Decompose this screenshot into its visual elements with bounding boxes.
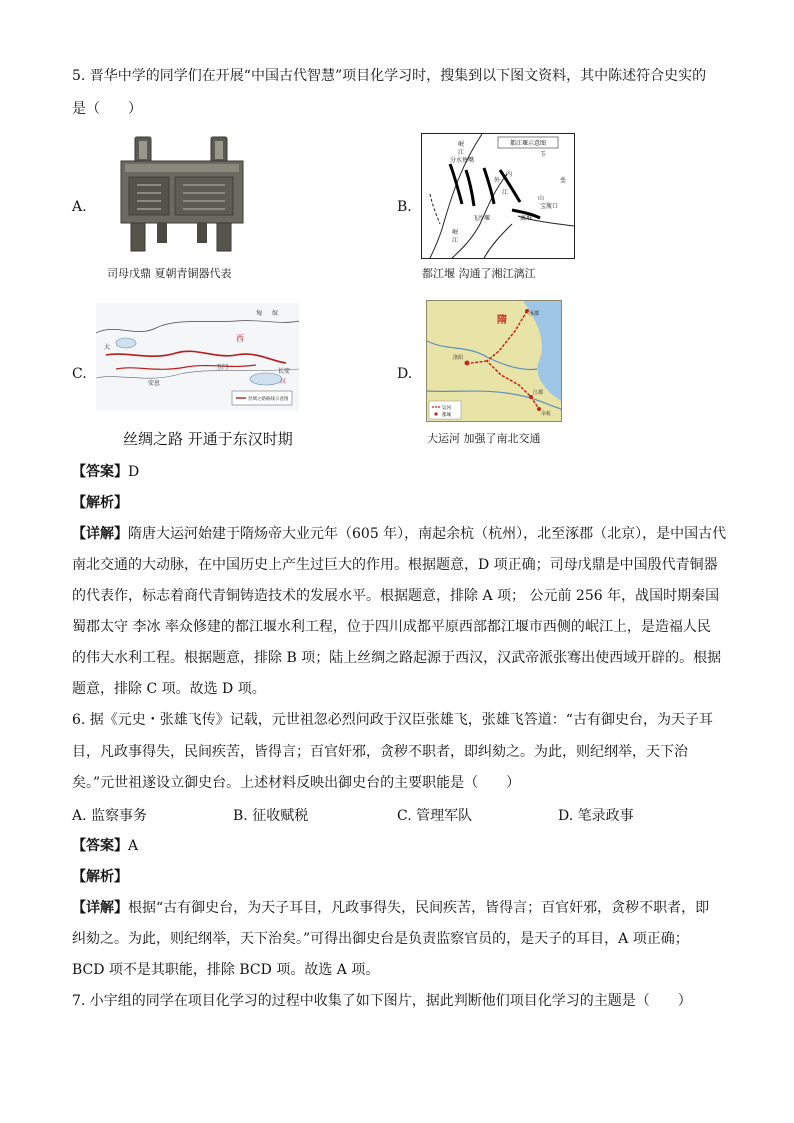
q5-detail-line-3: 的代表作，标志着商代青铜铸造技术的发展水平。根据题意，排除 A 项； 公元前 256 年，战国时期秦国 [72, 588, 720, 604]
q5-option-d-caption: 大运河 加强了南北交通 [427, 432, 541, 445]
q5-stem-line-2: 是（ ） [72, 101, 142, 117]
q6-detail-line-1 [72, 898, 709, 918]
map-label-lidui: 离堆 [520, 215, 533, 222]
canal-label-yuhang: 余杭 [541, 411, 552, 417]
silk-legend-text: 丝绸之路路线示意图 [248, 397, 289, 402]
q5-answer-label: 【答案】 [72, 464, 128, 480]
ding-image [113, 133, 251, 255]
canal-legend-capital: 都城 [442, 413, 451, 418]
q5-option-c-letter: C. [72, 366, 87, 382]
q6-detail-text-1: 根据“古有御史台，为天子耳目，凡政事得失，民间疾苦，皆得言；百官奸邪，贪秽不职者，即 [128, 900, 710, 916]
silk-label-han: 汉 [280, 378, 287, 385]
q5-option-b-caption: 都江堰 沟通了湘江漓江 [422, 267, 536, 280]
silk-road-map [96, 303, 299, 411]
q5-option-a-caption: 司母戊鼎 夏朝青铜器代表 [107, 267, 232, 280]
dujiangyan-map-drawing [422, 134, 574, 258]
map-label-shan: 山 [538, 195, 545, 202]
silk-label-da: 大 [104, 344, 111, 351]
q6-detail-line-2: 纠劾之。为此，则纪纲举，天下治矣。”可得出御史台是负责监察官员的，是天子的耳目，A 项正确； [72, 931, 689, 947]
q6-stem-line-3: 矣。”元世祖遂设立御史台。上述材料反映出御史台的主要职能是（ ） [72, 775, 521, 791]
map-label-lei: 垒 [560, 177, 567, 184]
silk-label-xiong: 匈 [256, 310, 263, 317]
map-label-feisha: 飞沙堰 [472, 215, 491, 222]
q5-option-c-caption: 丝绸之路 开通于东汉时期 [123, 430, 293, 448]
q5-option-b-letter: B. [397, 199, 412, 215]
q5-answer [72, 462, 139, 482]
map-label-jiang-2: 江 [502, 189, 509, 196]
canal-label-zhuojun: 涿郡 [529, 311, 540, 317]
map-label-yu: 玉 [540, 151, 547, 158]
q6-stem-line-2: 目，凡政事得失，民间疾苦，皆得言；百官奸邪，贪秽不职者，即纠劾之。为此，则纪纲举，天下治 [72, 744, 688, 760]
map-label-min-2: 岷 [452, 229, 459, 236]
q5-detail-line-5: 的伟大水利工程。根据题意，排除 B 项；陆上丝绸之路起源于西汉，汉武帝派张骞出使西域开辟的。根据 [72, 650, 722, 666]
dujiangyan-map [421, 133, 575, 259]
ding-illustration [113, 133, 251, 255]
silk-label-xi: 西 [236, 334, 244, 343]
map-label-baoping: 宝瓶口 [540, 203, 559, 210]
q5-answer-value: D [128, 464, 140, 480]
map-label-fenshui: 分水鱼嘴 [450, 157, 475, 164]
q5-stem-line-1: 5. 晋华中学的同学们在开展“中国古代智慧”项目化学习时，搜集到以下图文资料，其中陈述符合史实的 [72, 68, 707, 84]
silk-label-yumen: 玉门 [216, 364, 229, 371]
silk-label-changan: 长安 [278, 368, 291, 375]
map-label-min-1: 岷 [458, 141, 465, 148]
grand-canal-map-drawing [427, 301, 561, 421]
q5-detail-line-1 [72, 524, 726, 544]
canal-legend-canal: 运河 [442, 406, 451, 411]
q6-detail-label: 【详解】 [72, 900, 128, 916]
q5-option-d-letter: D. [397, 366, 413, 382]
q7-stem: 7. 小宇组的同学在项目化学习的过程中收集了如下图片，据此判断他们项目化学习的主题是（ ） [72, 993, 692, 1009]
q6-choice-b: B. 征收赋税 [233, 808, 309, 824]
canal-label-luoyang: 洛阳 [453, 355, 464, 361]
silk-label-nu: 奴 [272, 310, 279, 317]
q6-stem-line-1: 6. 据《元史・张雄飞传》记载，元世祖忽必烈问政于汉臣张雄飞，张雄飞答道：“古有御史台，为天子耳 [72, 712, 713, 728]
silk-label-anxi: 安息 [148, 380, 161, 387]
map-label-jiang-1: 江 [458, 149, 465, 156]
silk-road-map-drawing [96, 303, 299, 411]
q6-choice-a: A. 监察事务 [72, 808, 148, 824]
q6-answer-value: A [128, 838, 139, 854]
q5-detail-text-1: 隋唐大运河始建于隋炀帝大业元年（605 年），南起余杭（杭州），北至涿郡（北京），是中国古代 [128, 526, 727, 542]
q5-detail-line-2: 南北交通的大动脉，在中国历史上产生过巨大的作用。根据题意，D 项正确；司母戊鼎是中国殷代青铜器 [72, 557, 718, 573]
dujiangyan-map-title: 都江堰示意图 [509, 140, 547, 147]
q6-choice-d: D. 笔录政事 [558, 808, 634, 824]
q6-analysis-label: 【解析】 [72, 869, 128, 885]
q5-analysis-label: 【解析】 [72, 495, 128, 511]
map-label-nei: 内 [506, 171, 513, 178]
q6-answer-label: 【答案】 [72, 838, 128, 854]
canal-label-sui: 隋 [497, 315, 507, 326]
q6-choice-c: C. 管理军队 [397, 808, 473, 824]
q5-detail-label: 【详解】 [72, 526, 128, 542]
q6-detail-line-3: BCD 项不是其职能，排除 BCD 项。故选 A 项。 [72, 962, 380, 978]
q5-option-a-letter: A. [72, 199, 87, 215]
q6-answer [72, 836, 138, 856]
q5-detail-line-6: 题意，排除 C 项。故选 D 项。 [72, 681, 266, 697]
map-label-jiang-3: 江 [452, 237, 459, 244]
q5-detail-line-4: 蜀郡太守 李冰 率众修建的都江堰水利工程，位于四川成都平原西部都江堰市西侧的岷江上，是造福人民 [72, 619, 711, 635]
grand-canal-map [426, 300, 562, 422]
map-label-wai: 外 [494, 177, 501, 184]
canal-label-jiangdu: 江都 [533, 390, 544, 396]
